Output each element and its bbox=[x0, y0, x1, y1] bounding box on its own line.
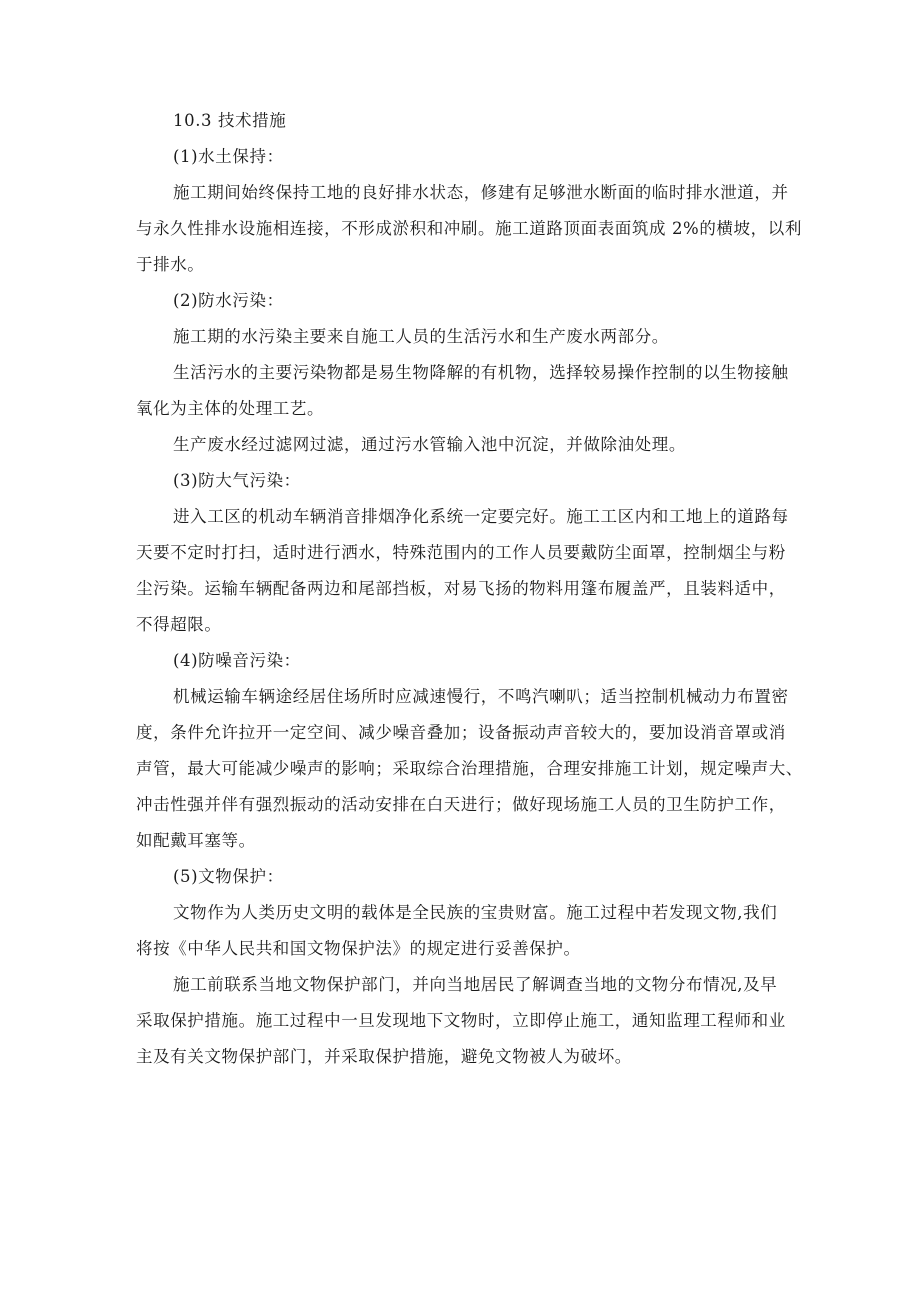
paragraph-line: 文物作为人类历史文明的载体是全民族的宝贵财富。施工过程中若发现文物,我们 bbox=[173, 903, 778, 922]
paragraph-line: 进入工区的机动车辆消音排烟净化系统一定要完好。施工工区内和工地上的道路每 bbox=[173, 507, 789, 526]
paragraph-line: 机械运输车辆途经居住场所时应减速慢行，不鸣汽喇叭；适当控制机械动力布置密 bbox=[173, 687, 789, 706]
paragraph-line: 度，条件允许拉开一定空间、减少噪音叠加；设备振动声音较大的，要加设消音罩或消 bbox=[136, 723, 786, 742]
subheading-air-pollution: (3)防大气污染： bbox=[173, 471, 301, 490]
paragraph-line: 施工期的水污染主要来自施工人员的生活污水和生产废水两部分。 bbox=[173, 327, 669, 346]
paragraph-line: 施工前联系当地文物保护部门，并向当地居民了解调查当地的文物分布情况,及早 bbox=[173, 975, 778, 994]
paragraph-line: 采取保护措施。施工过程中一旦发现地下文物时，立即停止施工，通知监理工程师和业 bbox=[136, 1011, 786, 1030]
paragraph-line: 于排水。 bbox=[136, 255, 205, 274]
paragraph-line: 冲击性强并伴有强烈振动的活动安排在白天进行；做好现场施工人员的卫生防护工作， bbox=[136, 795, 786, 814]
paragraph-line: 生产废水经过滤网过滤，通过污水管输入池中沉淀，并做除油处理。 bbox=[173, 435, 686, 454]
subheading-soil-conservation: (1)水土保持： bbox=[173, 147, 284, 166]
paragraph-line: 天要不定时打扫，适时进行洒水，特殊范围内的工作人员要戴防尘面罩，控制烟尘与粉 bbox=[136, 543, 786, 562]
paragraph-line: 主及有关文物保护部门，并采取保护措施，避免文物被人为破坏。 bbox=[136, 1047, 632, 1066]
paragraph-line: 施工期间始终保持工地的良好排水状态，修建有足够泄水断面的临时排水泄道，并 bbox=[173, 183, 789, 202]
paragraph-line: 将按《中华人民共和国文物保护法》的规定进行妥善保护。 bbox=[136, 939, 581, 958]
subheading-cultural-relics: (5)文物保护： bbox=[173, 867, 284, 886]
section-heading: 10.3 技术措施 bbox=[173, 111, 287, 130]
paragraph-line: 氧化为主体的处理工艺。 bbox=[136, 399, 325, 418]
paragraph-line: 与永久性排水设施相连接，不形成淤积和冲刷。施工道路顶面表面筑成 2%的横坡，以利 bbox=[136, 219, 802, 238]
paragraph-line: 生活污水的主要污染物都是易生物降解的有机物，选择较易操作控制的以生物接触 bbox=[173, 363, 789, 382]
paragraph-line: 如配戴耳塞等。 bbox=[136, 831, 256, 850]
subheading-water-pollution: (2)防水污染： bbox=[173, 291, 284, 310]
paragraph-line: 声管，最大可能减少噪声的影响；采取综合治理措施，合理安排施工计划，规定噪声大、 bbox=[136, 759, 803, 778]
subheading-noise-pollution: (4)防噪音污染： bbox=[173, 651, 301, 670]
paragraph-line: 不得超限。 bbox=[136, 615, 222, 634]
paragraph-line: 尘污染。运输车辆配备两边和尾部挡板，对易飞扬的物料用篷布履盖严，且装料适中， bbox=[136, 579, 786, 598]
